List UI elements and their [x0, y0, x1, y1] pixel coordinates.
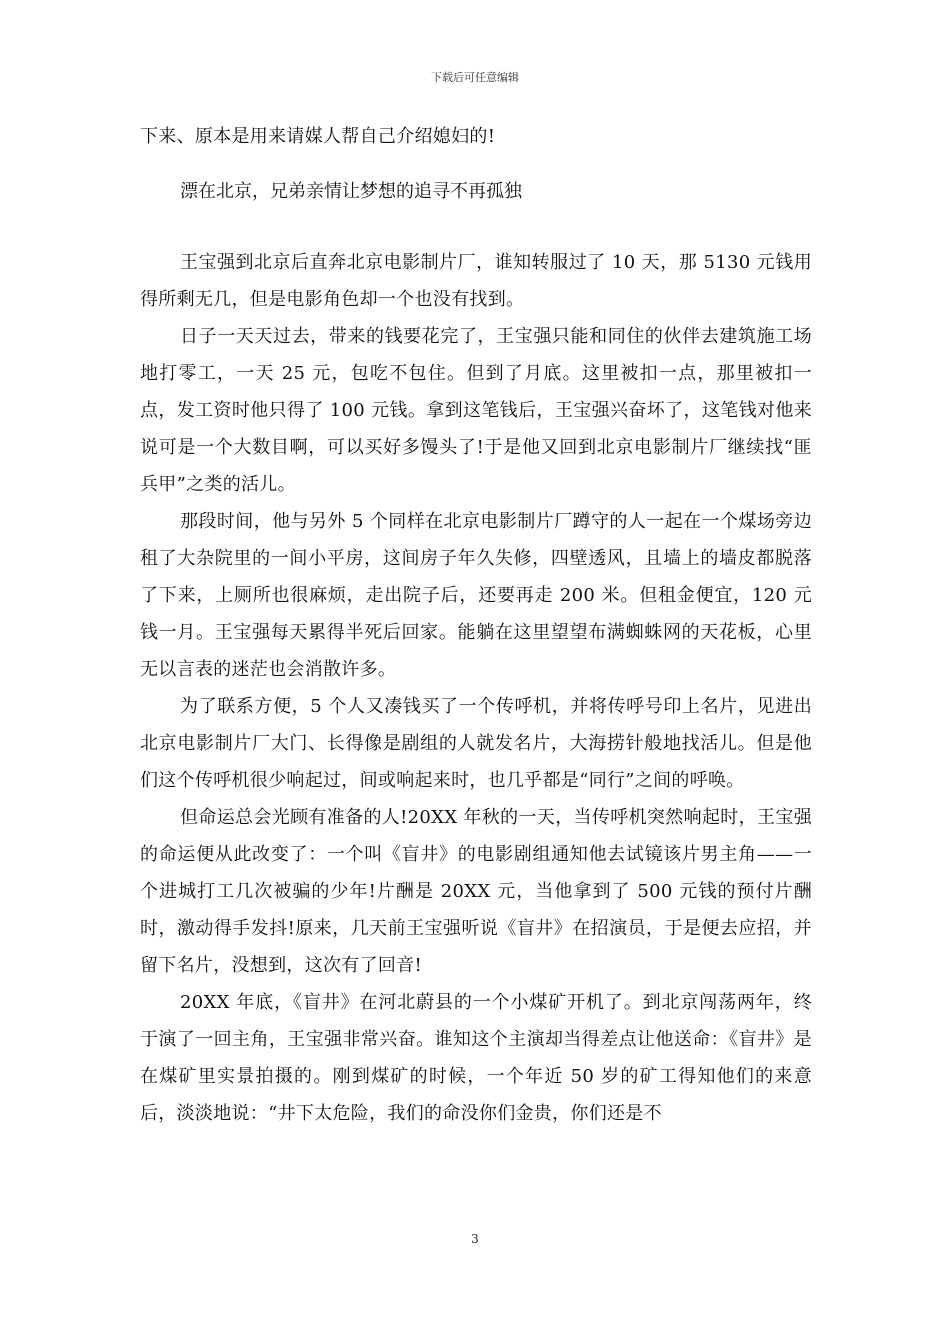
body-paragraph-3: 那段时间，他与另外 5 个同样在北京电影制片厂蹲守的人一起在一个煤场旁边租了大杂院里的一间小平房，这间房子年久失修，四壁透风，且墙上的墙皮都脱落了下来，上厕所也很麻烦，走出院子后，还要再走 200 米。但租金便宜，120 元钱一月。王宝强每天累得半死后回家。能躺在这里望望布满蜘蛛网的天花板，心里无以言表的迷茫也会消散许多。 — [140, 511, 812, 680]
body-paragraph-2: 日子一天天过去，带来的钱要花完了，王宝强只能和同住的伙伴去建筑施工场地打零工，一天 25 元，包吃不包住。但到了月底。这里被扣一点，那里被扣一点，发工资时他只得了 100 元钱。拿到这笔钱后，王宝强兴奋坏了，这笔钱对他来说可是一个大数目啊，可以买好多馒头了!于是他又回到北京电影制片厂继续找“匪兵甲”之类的活儿。 — [140, 326, 812, 495]
body-paragraph-6: 20XX 年底，《盲井》在河北蔚县的一个小煤矿开机了。到北京闯荡两年，终于演了一回主角，王宝强非常兴奋。谁知这个主演却当得差点让他送命：《盲井》是在煤矿里实景拍摄的。刚到煤矿的时候，一个年近 50 岁的矿工得知他们的来意后，淡淡地说：“井下太危险，我们的命没你们金贵，你们还是不 — [140, 992, 812, 1124]
body-paragraph-4: 为了联系方便，5 个人又凑钱买了一个传呼机，并将传呼号印上名片，见进出北京电影制片厂大门、长得像是剧组的人就发名片，大海捞针般地找活儿。但是他们这个传呼机很少响起过，间或响起来时，也几乎都是“同行”之间的呼唤。 — [140, 696, 812, 791]
body-paragraph-5: 但命运总会光顾有准备的人!20XX 年秋的一天，当传呼机突然响起时，王宝强的命运便从此改变了：一个叫《盲井》的电影剧组通知他去试镜该片男主角——一个进城打工几次被骗的少年!片酬是 20XX 元，当他拿到了 500 元钱的预付片酬时，激动得手发抖!原来，几天前王宝强听说《盲井》在招演员，于是便去应招，并留下名片，没想到，这次有了回音! — [140, 807, 812, 976]
page-number: 3 — [471, 1232, 479, 1246]
section-heading: 漂在北京，兄弟亲情让梦想的追寻不再孤独 — [180, 181, 522, 202]
body-paragraph-1: 王宝强到北京后直奔北京电影制片厂，谁知转服过了 10 天，那 5130 元钱用得所剩无几，但是电影角色却一个也没有找到。 — [140, 252, 812, 310]
document-body — [140, 118, 812, 1132]
page-header-note: 下载后可任意编辑 — [431, 71, 519, 84]
lead-paragraph: 下来、原本是用来请媒人帮自己介绍媳妇的! — [140, 126, 496, 147]
